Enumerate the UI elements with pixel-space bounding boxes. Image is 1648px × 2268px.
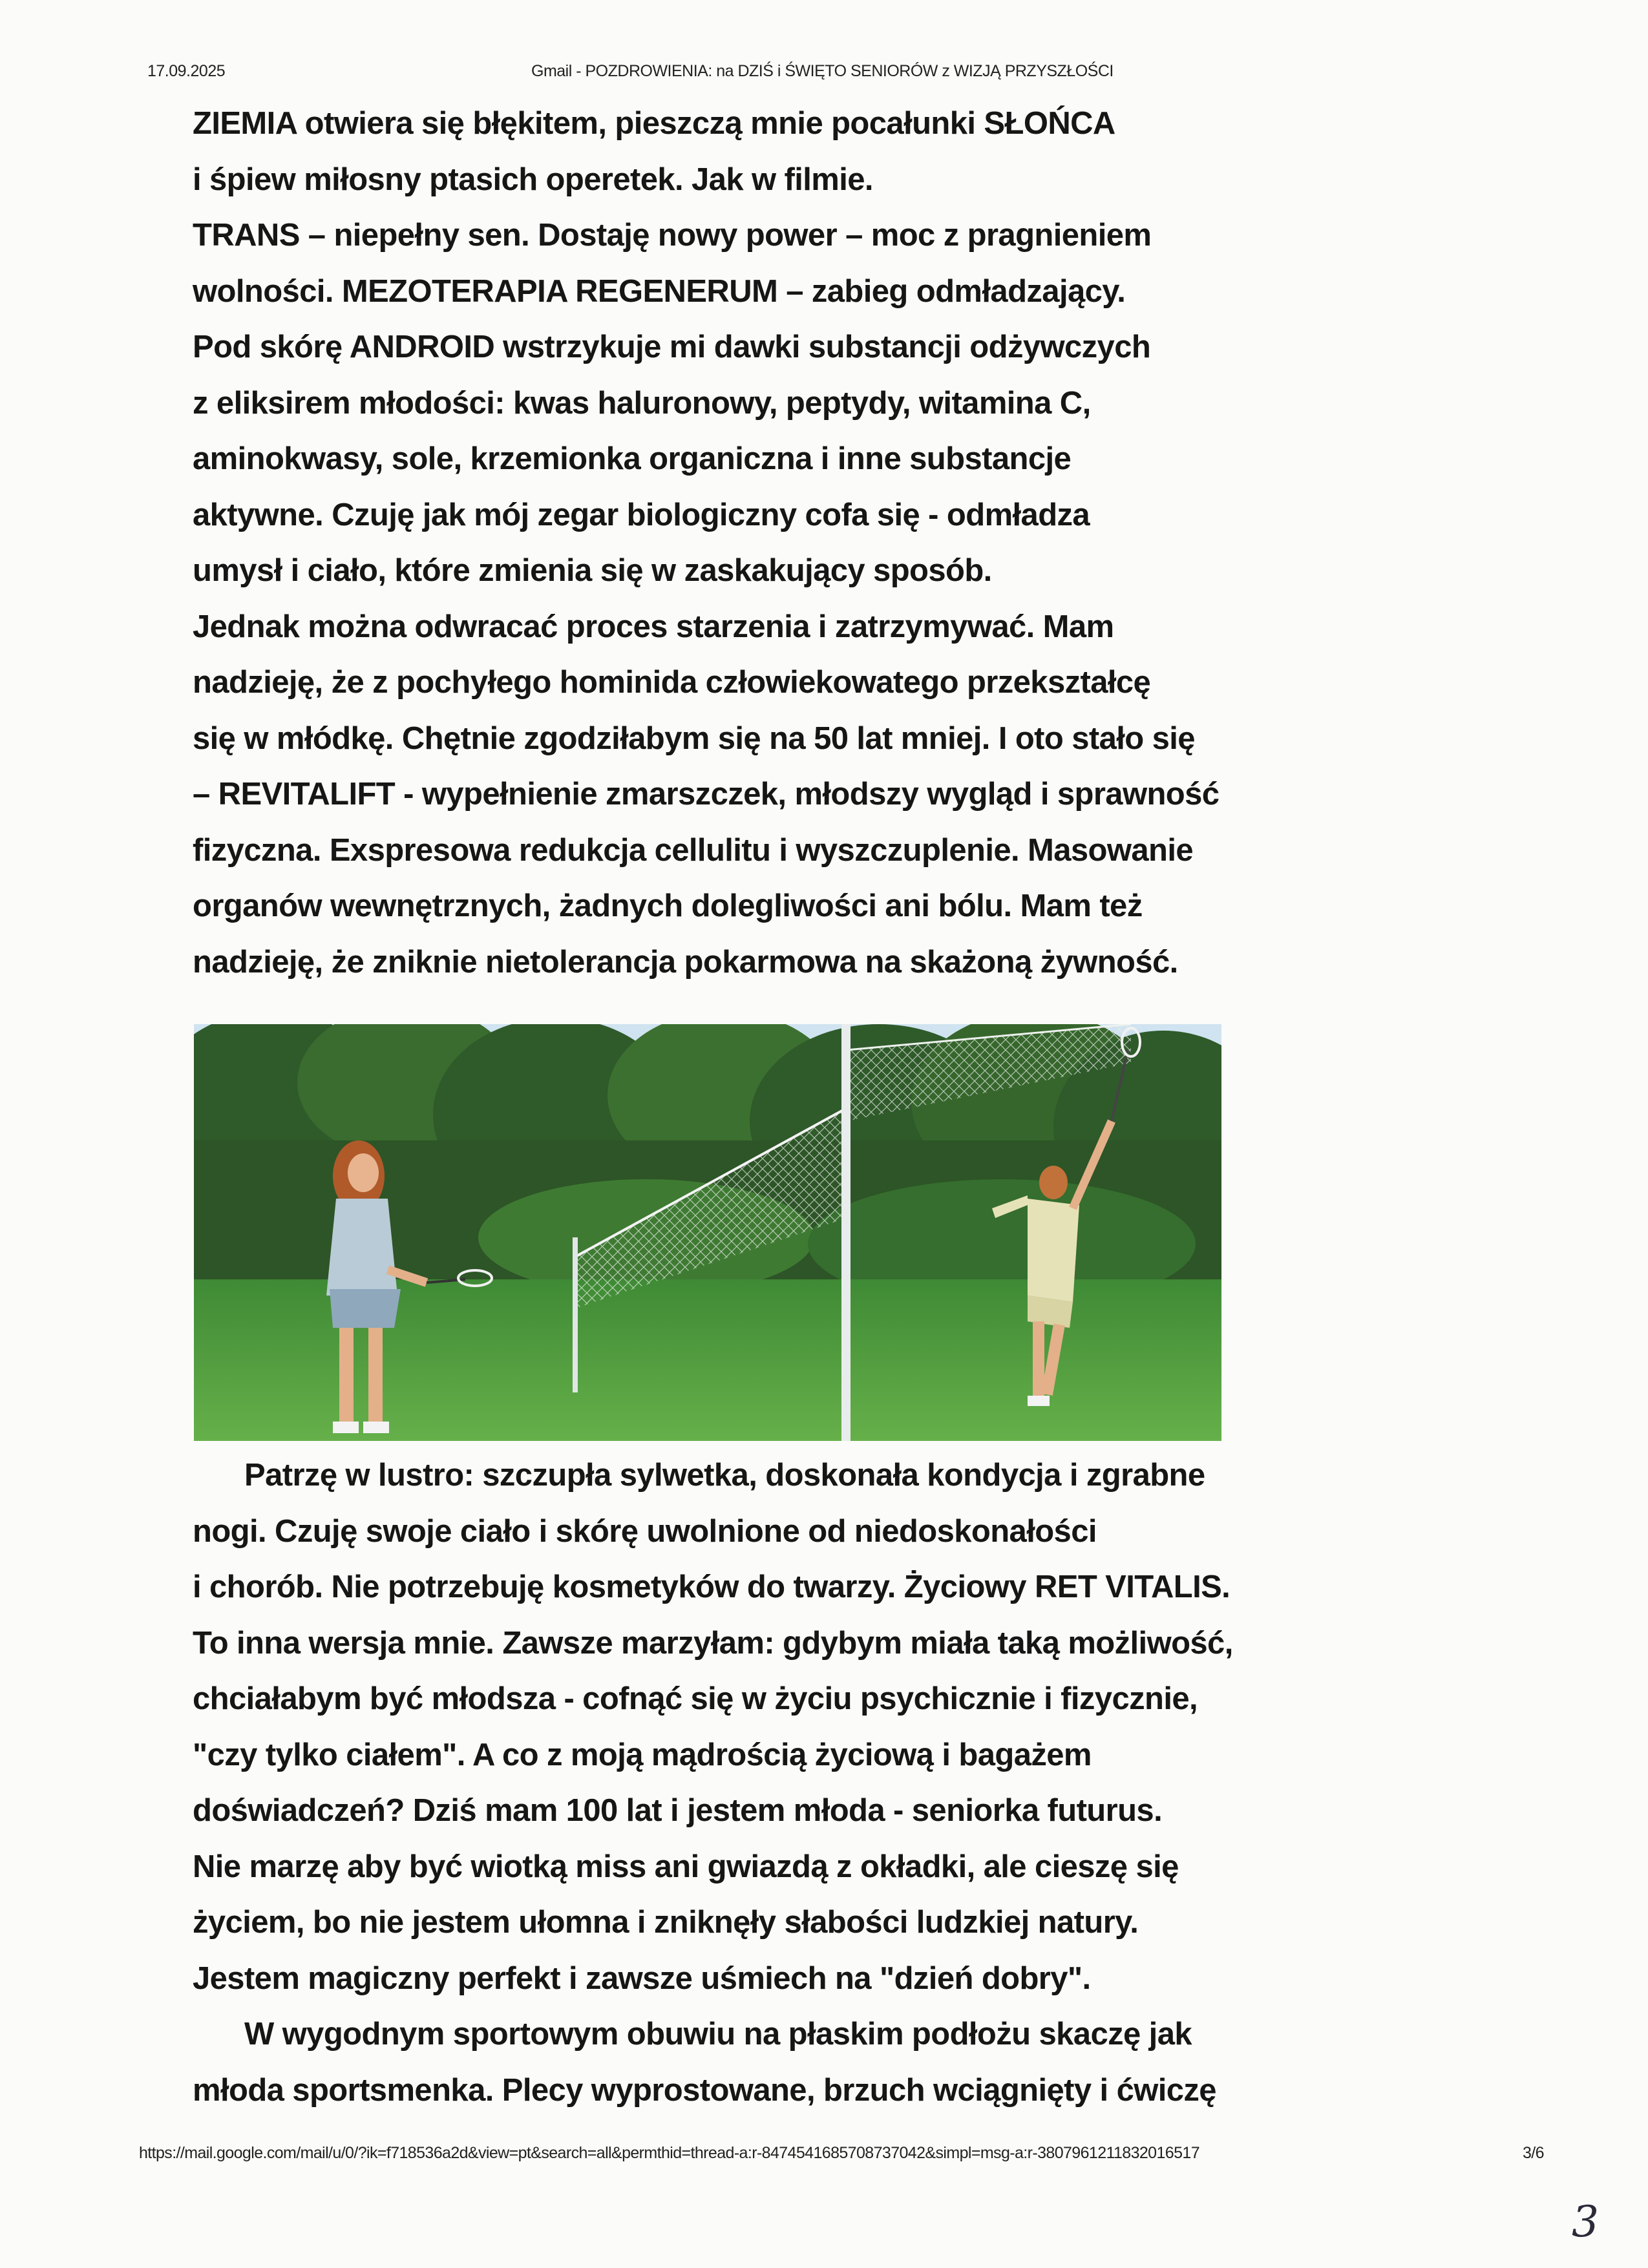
text-line: aminokwasy, sole, krzemionka organiczna i inne substancje xyxy=(193,441,1072,476)
text-line: Jestem magiczny perfekt i zawsze uśmiech na "dzień dobry". xyxy=(193,1960,1091,1996)
text-line: życiem, bo nie jestem ułomna i zniknęły słabości ludzkiej natury. xyxy=(193,1905,1139,1940)
text-line: młoda sportsmenka. Plecy wyprostowane, brzuch wciągnięty i ćwiczę xyxy=(193,2072,1216,2108)
page-url: https://mail.google.com/mail/u/0/?ik=f718536a2d&view=pt&search=all&permthid=thread-a:r-8474541685708737042&simpl=msg-a:r-3807961211832016517 xyxy=(139,2144,1200,2162)
text-line: TRANS – niepełny sen. Dostaję nowy power – moc z pragnieniem xyxy=(193,218,1152,253)
paragraph-2 xyxy=(193,1447,1485,2118)
text-line: nogi. Czuję swoje ciało i skórę uwolnione od niedoskonałości xyxy=(193,1513,1097,1549)
text-line: fizyczna. Exspresowa redukcja cellulitu i wyszczuplenie. Masowanie xyxy=(193,832,1194,868)
text-line: Jednak można odwracać proces starzenia i zatrzymywać. Mam xyxy=(193,609,1114,644)
text-line: nadzieję, że z pochyłego hominida człowiekowatego przekształcę xyxy=(193,665,1151,700)
text-line: nadzieję, że zniknie nietolerancja pokarmowa na skażoną żywność. xyxy=(193,944,1178,980)
text-line: i śpiew miłosny ptasich operetek. Jak w filmie. xyxy=(193,162,873,197)
text-line: Patrzę w lustro: szczupła sylwetka, doskonała kondycja i zgrabne xyxy=(244,1458,1205,1493)
print-footer xyxy=(0,2144,1648,2170)
text-line: umysł i ciało, które zmienia się w zaskakujący sposób. xyxy=(193,553,992,588)
print-title: Gmail - POZDROWIENIA: na DZIŚ i ŚWIĘTO SENIORÓW z WIZJĄ PRZYSZŁOŚCI xyxy=(531,62,1114,80)
text-line: i chorób. Nie potrzebuję kosmetyków do twarzy. Życiowy RET VITALIS. xyxy=(193,1570,1231,1604)
text-line: ZIEMIA otwiera się błękitem, pieszczą mnie pocałunki SŁOŃCA xyxy=(193,106,1115,141)
text-line: Pod skórę ANDROID wstrzykuje mi dawki substancji odżywczych xyxy=(193,330,1151,364)
text-line: wolności. MEZOTERAPIA REGENERUM – zabieg odmładzający. xyxy=(193,273,1126,309)
text-line: chciałabym być młodsza - cofnąć się w życiu psychicznie i fizycznie, xyxy=(193,1681,1198,1716)
print-header xyxy=(0,62,1648,88)
text-line: To inna wersja mnie. Zawsze marzyłam: gdybym miała taką możliwość, xyxy=(193,1625,1233,1661)
text-line: się w młódkę. Chętnie zgodziłabym się na 50 lat mniej. I oto stało się xyxy=(193,720,1195,756)
print-date: 17.09.2025 xyxy=(147,62,226,80)
badminton-photo xyxy=(194,1024,1221,1441)
handwritten-page-number: 3 xyxy=(1572,2197,1599,2247)
text-line: Nie marzę aby być wiotką miss ani gwiazdą z okładki, ale cieszę się xyxy=(193,1849,1179,1884)
text-line: W wygodnym sportowym obuwiu na płaskim podłożu skaczę jak xyxy=(244,2017,1192,2052)
text-line: aktywne. Czuję jak mój zegar biologiczny cofa się - odmładza xyxy=(193,497,1090,532)
text-line: – REVITALIFT - wypełnienie zmarszczek, młodszy wygląd i sprawność xyxy=(193,777,1220,812)
text-line: z eliksirem młodości: kwas haluronowy, peptydy, witamina C, xyxy=(193,385,1091,421)
paragraph-1 xyxy=(193,96,1485,990)
page-counter: 3/6 xyxy=(1523,2144,1544,2162)
text-line: doświadczeń? Dziś mam 100 lat i jestem młoda - seniorka futurus. xyxy=(193,1793,1163,1828)
text-line: organów wewnętrznych, żadnych dolegliwości ani bólu. Mam też xyxy=(193,888,1143,923)
text-line: "czy tylko ciałem". A co z moją mądrością życiową i bagażem xyxy=(193,1737,1092,1772)
